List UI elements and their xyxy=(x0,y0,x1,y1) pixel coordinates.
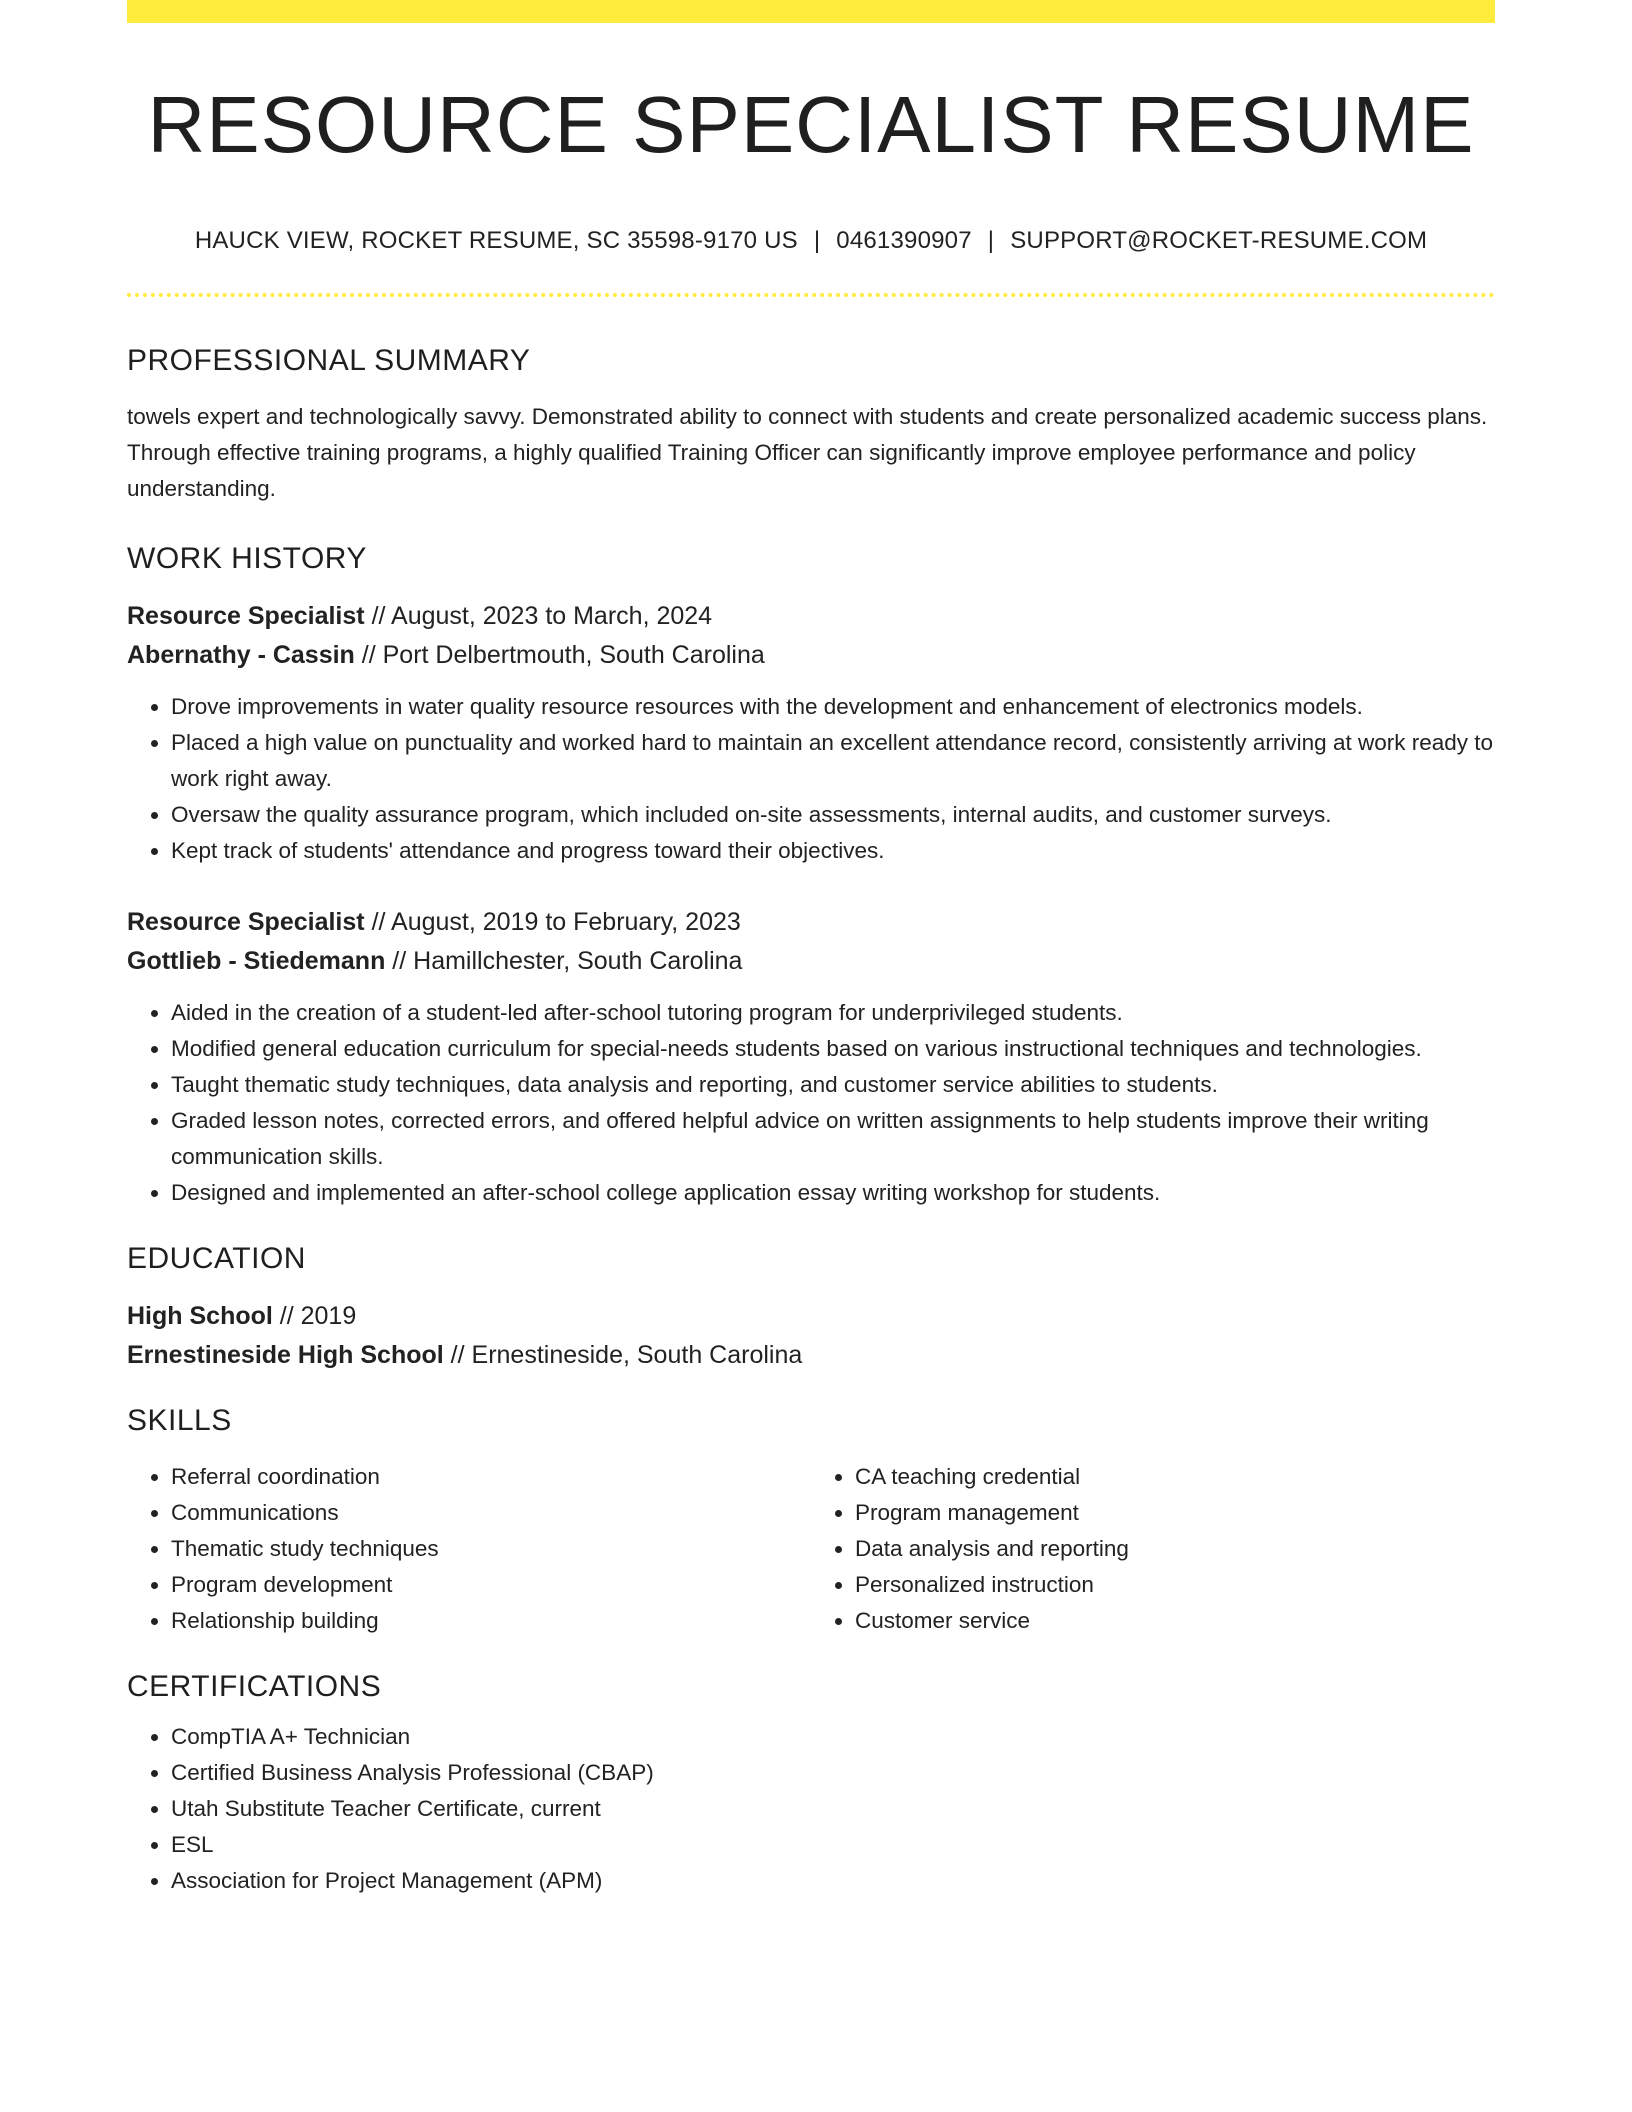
list-item: • Placed a high value on punctuality and worked hard to maintain an excellent attendance record, consistently arriving at work ready to work right away. xyxy=(171,725,1495,797)
list-item: • Communications xyxy=(171,1495,811,1531)
education-school-line xyxy=(127,1336,1495,1375)
certifications-heading: CERTIFICATIONS xyxy=(127,1670,382,1703)
list-item: • Program development xyxy=(171,1567,811,1603)
contact-email: SUPPORT@ROCKET-RESUME.COM xyxy=(1010,227,1428,254)
job-bullets xyxy=(127,689,1495,869)
list-item: • Thematic study techniques xyxy=(171,1531,811,1567)
accent-top-bar xyxy=(127,0,1495,23)
education-year: // 2019 xyxy=(272,1302,357,1330)
skills-left-list xyxy=(127,1459,811,1639)
contact-separator: | xyxy=(987,227,995,254)
job-location: // Hamillchester, South Carolina xyxy=(385,947,743,975)
job-location: // Port Delbertmouth, South Carolina xyxy=(354,641,765,669)
skills-columns xyxy=(127,1445,1495,1639)
certifications-list xyxy=(127,1719,1495,1899)
dotted-divider xyxy=(127,293,1495,297)
list-item: • Personalized instruction xyxy=(855,1567,1495,1603)
list-item: • Kept track of students' attendance and progress toward their objectives. xyxy=(171,833,1495,869)
skills-heading: SKILLS xyxy=(127,1404,232,1437)
resume-page xyxy=(127,0,1495,1899)
list-item: • Data analysis and reporting xyxy=(855,1531,1495,1567)
job-bullets xyxy=(127,995,1495,1211)
list-item: • Association for Project Management (APM) xyxy=(171,1863,1495,1899)
list-item: • CA teaching credential xyxy=(855,1459,1495,1495)
summary-heading: PROFESSIONAL SUMMARY xyxy=(127,344,531,377)
job-company: Abernathy - Cassin xyxy=(127,641,355,669)
education-heading: EDUCATION xyxy=(127,1242,306,1275)
list-item: • Graded lesson notes, corrected errors, and offered helpful advice on written assignments to help students improve their writing communication skills. xyxy=(171,1103,1495,1175)
education-location: // Ernestineside, South Carolina xyxy=(443,1341,803,1369)
contact-address: HAUCK VIEW, ROCKET RESUME, SC 35598-9170 US xyxy=(194,227,798,254)
list-item: • Aided in the creation of a student-led after-school tutoring program for underprivileged students. xyxy=(171,995,1495,1031)
job-company: Gottlieb - Stiedemann xyxy=(127,947,386,975)
list-item: • Utah Substitute Teacher Certificate, current xyxy=(171,1791,1495,1827)
list-item: • Referral coordination xyxy=(171,1459,811,1495)
list-item: • Oversaw the quality assurance program, which included on-site assessments, internal audits, and customer surveys. xyxy=(171,797,1495,833)
job-title: Resource Specialist xyxy=(127,602,365,630)
skills-right-list xyxy=(811,1459,1495,1639)
job-title: Resource Specialist xyxy=(127,908,365,936)
job-company-line xyxy=(127,942,1495,981)
job-dates: // August, 2023 to March, 2024 xyxy=(364,602,713,630)
education-school: Ernestineside High School xyxy=(127,1341,444,1369)
list-item: • Drove improvements in water quality resource resources with the development and enhancement of electronics models. xyxy=(171,689,1495,725)
resume-title: RESOURCE SPECIALIST RESUME xyxy=(147,80,1475,169)
contact-separator: | xyxy=(813,227,821,254)
list-item: • Certified Business Analysis Professional (CBAP) xyxy=(171,1755,1495,1791)
list-item: • Modified general education curriculum for special-needs students based on various instructional techniques and technologies. xyxy=(171,1031,1495,1067)
job-dates: // August, 2019 to February, 2023 xyxy=(364,908,741,936)
list-item: • Customer service xyxy=(855,1603,1495,1639)
contact-line xyxy=(127,227,1495,255)
job-title-line xyxy=(127,903,1495,942)
list-item: • Program management xyxy=(855,1495,1495,1531)
contact-phone: 0461390907 xyxy=(836,227,972,254)
job-title-line xyxy=(127,597,1495,636)
list-item: • Designed and implemented an after-school college application essay writing workshop for students. xyxy=(171,1175,1495,1211)
job-company-line xyxy=(127,636,1495,675)
list-item: • Taught thematic study techniques, data analysis and reporting, and customer service abilities to students. xyxy=(171,1067,1495,1103)
list-item: • ESL xyxy=(171,1827,1495,1863)
list-item: • Relationship building xyxy=(171,1603,811,1639)
education-degree: High School xyxy=(127,1302,273,1330)
education-degree-line xyxy=(127,1297,1495,1336)
list-item: • CompTIA A+ Technician xyxy=(171,1719,1495,1755)
work-history-heading: WORK HISTORY xyxy=(127,542,367,575)
summary-text: towels expert and technologically savvy. Demonstrated ability to connect with students and create personalized academic success plans. Through effective training programs, a highly qualified Training Officer can significantly improve employee performance and policy understanding. xyxy=(127,404,1488,501)
